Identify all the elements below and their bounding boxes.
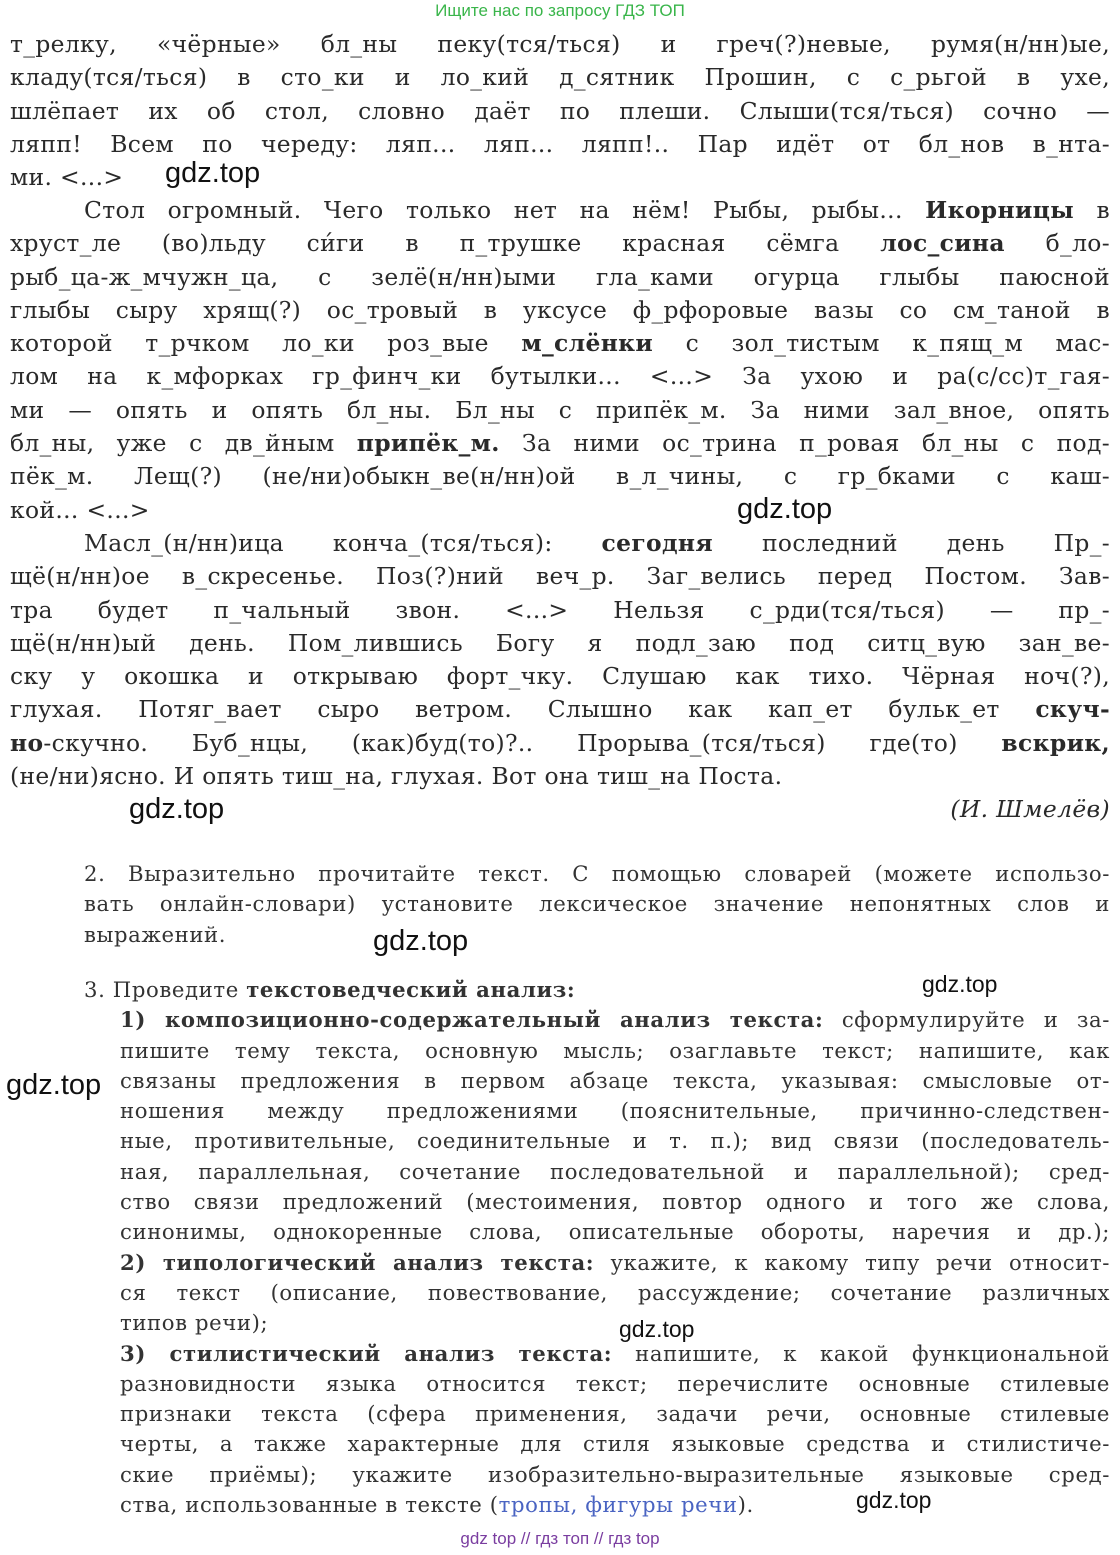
text-line: кой... <...> bbox=[10, 495, 150, 524]
text-line: хруст_ле (во)льду си́ги в п_трушке красная сёмга лос_сина б_ло- bbox=[10, 229, 1110, 258]
task-line: вать онлайн-словари) установите лексическое значение непонятных слов и bbox=[84, 891, 1110, 917]
text-line: щё(н/нн)ый день. Пом_лившись Богу я подл_заю под ситц_вую зан_ве- bbox=[10, 628, 1110, 657]
text-line: кладу(тся/ться) в сто_ки и ло_кий д_сятник Прошин, с с_рьгой в ухе, bbox=[10, 63, 1110, 92]
task-line: ные, противительные, соединительные и т. п.); вид связи (последователь- bbox=[120, 1128, 1110, 1154]
task-line: 3) стилистический анализ текста: напишите, к какой функциональной bbox=[120, 1340, 1110, 1366]
task-line: ся текст (описание, повествование, рассуждение; сочетание различных bbox=[120, 1279, 1110, 1305]
text-line: тра будет п_чальный звон. <...> Нельзя с_рди(тся/ться) — пр_- bbox=[10, 595, 1110, 624]
author-signature: (И. Шмелёв) bbox=[950, 795, 1110, 824]
task-3-items bbox=[84, 1005, 1110, 1520]
task-line: связаны предложения в первом абзаце текста, указывая: смысловые от- bbox=[120, 1067, 1110, 1093]
task-line: ские приёмы); укажите изобразительно-выразительные языковые сред- bbox=[120, 1461, 1110, 1487]
task-heading: 3. Проведите текстоведческий анализ: bbox=[84, 977, 576, 1002]
task-3 bbox=[84, 975, 1110, 1520]
text-line: ми. <...> bbox=[10, 163, 124, 192]
text-line: ляпп! Всем по череду: ляп... ляп... ляпп!.. Пар идёт от бл_нов в_нта- bbox=[10, 129, 1110, 158]
task-line: 2) типологический анализ текста: укажите, к какому типу речи относит- bbox=[120, 1249, 1110, 1275]
text-line: глухая. Потяг_вает сыро ветром. Слышно как кап_ет бульк_ет скуч- bbox=[10, 695, 1110, 724]
text-line: глыбы сыру хрящ(?) ос_тровый в уксусе ф_рфоровые вазы со см_таной в bbox=[10, 295, 1110, 324]
top-banner: Ищите нас по запросу ГДЗ ТОП bbox=[435, 1, 685, 20]
paragraph-2 bbox=[10, 194, 1110, 527]
paragraph-3 bbox=[10, 527, 1110, 827]
text-line: т_релку, «чёрные» бл_ны пеку(тся/ться) и греч(?)невые, румя(н/нн)ые, bbox=[10, 30, 1110, 58]
watermark: gdz.top bbox=[856, 1487, 932, 1513]
task-line: пишите тему текста, основную мысль; озаглавьте текст; напишите, как bbox=[120, 1037, 1110, 1063]
task-line: ная, параллельная, сочетание последовательной и параллельной); сред- bbox=[120, 1158, 1110, 1184]
task-2 bbox=[84, 859, 1110, 950]
text-line: шлёпает их об стол, словно даёт по плеши. Слыши(тся/ться) сочно — bbox=[10, 96, 1110, 125]
glossary-link[interactable]: тропы, фигуры речи bbox=[498, 1492, 738, 1518]
task-line: ства, использованные в тексте (тропы, фигуры речи). bbox=[120, 1492, 754, 1518]
footer-watermark: gdz top // гдз топ // гдз top bbox=[460, 1529, 660, 1548]
watermark: gdz.top bbox=[619, 1316, 695, 1342]
text-line: бл_ны, уже с дв_йным припёк_м. За ними ос_трина п_ровая бл_ны с под- bbox=[10, 429, 1110, 458]
task-line: разновидности языка относится текст; перечислите основные стилевые bbox=[120, 1370, 1110, 1396]
text-line: щё(н/нн)ое в_скресенье. Поз(?)ний веч_р. Заг_велись перед Постом. Зав- bbox=[10, 562, 1110, 591]
text-line: лом на к_мфорках гр_финч_ки бутылки... <...> За ухою и ра(с/сс)т_гая- bbox=[10, 362, 1110, 391]
task-line: признаки текста (сфера применения, задачи речи, основные стилевые bbox=[120, 1401, 1110, 1427]
watermark: gdz.top bbox=[922, 971, 998, 997]
text-line: (не/ни)ясно. И опять тиш_на, глухая. Вот она тиш_на Поста. bbox=[10, 762, 783, 791]
task-line: ношения между предложениями (пояснительные, причинно-следствен- bbox=[120, 1098, 1110, 1124]
watermark: gdz.top bbox=[737, 493, 833, 525]
text-line: ску у окошка и открываю форт_чку. Слушаю как тихо. Чёрная ноч(?), bbox=[10, 662, 1110, 691]
task-line: 2. Выразительно прочитайте текст. С помощью словарей (можете использо- bbox=[84, 861, 1110, 886]
task-line: 1) композиционно-содержательный анализ текста: сформулируйте и за- bbox=[120, 1007, 1110, 1033]
text-line: ми — опять и опять бл_ны. Бл_ны с припёк_м. За ними зал_вное, опять bbox=[10, 395, 1110, 424]
text-line: но-скучно. Буб_нцы, (как)буд(то)?.. Прорыва_(тся/ться) где(то) вскрик, bbox=[10, 728, 1110, 757]
text-line: которой т_рчком ло_ки роз_вые м_слёнки с зол_тистым к_пящ_м мас- bbox=[10, 329, 1110, 358]
text-line: пёк_м. Лещ(?) (не/ни)обыкн_ве(н/нн)ой в_л_чины, с гр_бками с каш- bbox=[10, 462, 1110, 491]
task-line: синонимы, однокоренные слова, описательные обороты, наречия и др.); bbox=[120, 1219, 1110, 1245]
text-line: Стол огромный. Чего только нет на нём! Рыбы, рыбы... Икорницы в bbox=[84, 196, 1110, 224]
text-line: Масл_(н/нн)ица конча_(тся/ться): сегодня последний день Пр_- bbox=[84, 529, 1110, 557]
task-line: выражений. bbox=[84, 921, 227, 947]
task-line: черты, а также характерные для стиля языковые средства и стилистиче- bbox=[120, 1431, 1110, 1457]
watermark: gdz.top bbox=[373, 925, 469, 957]
watermark: gdz.top bbox=[165, 157, 261, 189]
watermark: gdz.top bbox=[129, 793, 225, 825]
task-line: типов речи); bbox=[120, 1310, 269, 1336]
task-line: ство связи предложений (местоимения, повтор одного и того же слова, bbox=[120, 1189, 1110, 1215]
watermark: gdz.top bbox=[6, 1069, 102, 1101]
text-line: рыб_ца-ж_мчужн_ца, с зелё(н/нн)ыми гла_ками огурца глыбы паюсной bbox=[10, 262, 1110, 291]
